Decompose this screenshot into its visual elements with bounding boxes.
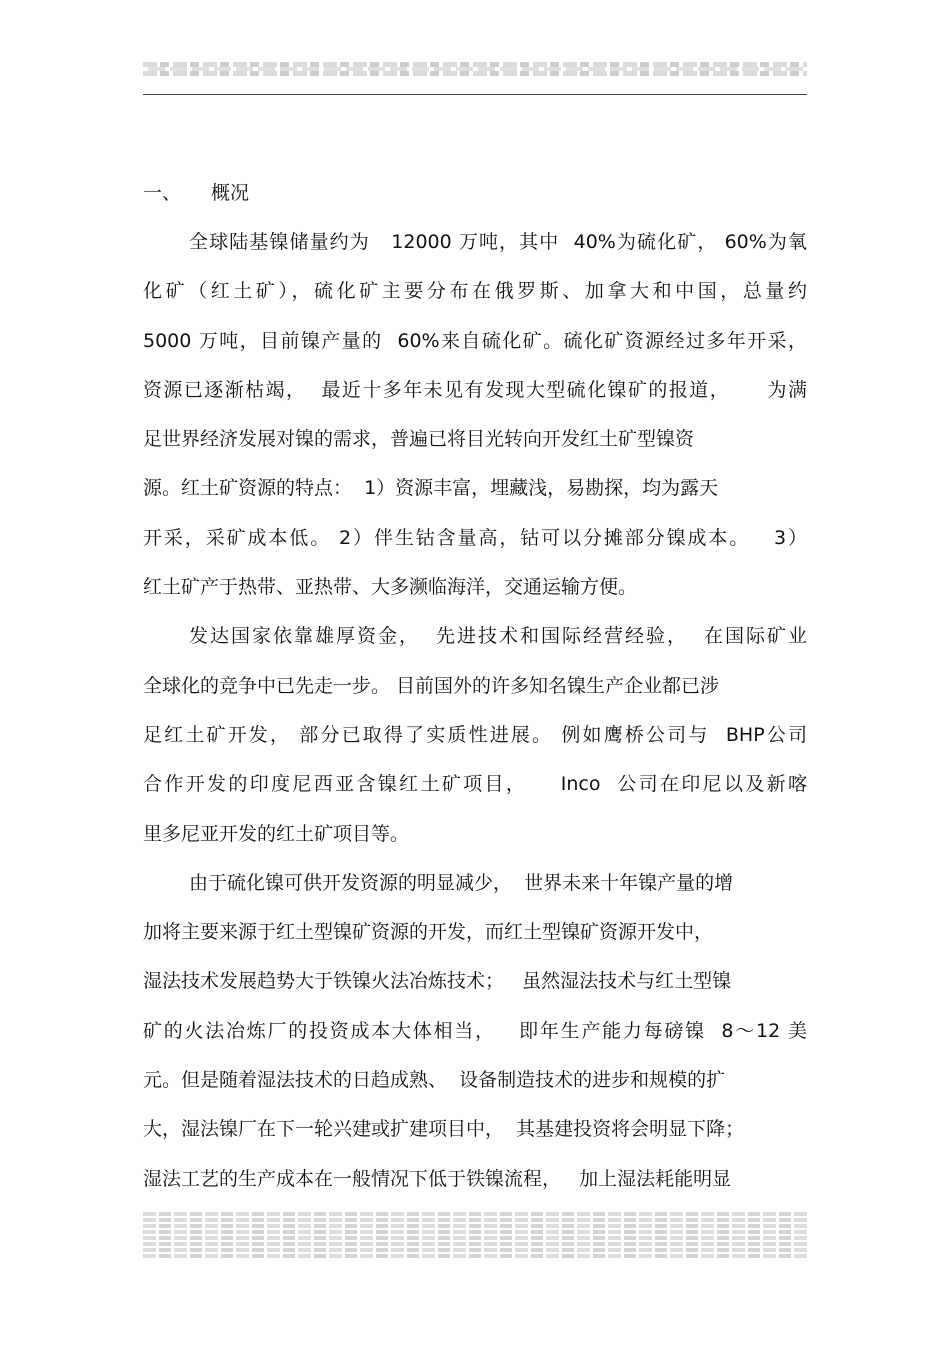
text-line: 元。但是随着湿法技术的日趋成熟、 设备制造技术的进步和规模的扩: [143, 1069, 726, 1092]
text-line: 湿法技术发展趋势大于铁镍火法冶炼技术； 虽然湿法技术与红土型镍: [143, 970, 732, 993]
text-line: 发达国家依靠雄厚资金， 先进技术和国际经营经验， 在国际矿业: [189, 625, 807, 648]
text-line: 大，湿法镍厂在下一轮兴建或扩建项目中， 其基建投资将会明显下降；: [143, 1118, 745, 1141]
text-line: 全球化的竞争中已先走一步。 目前国外的许多知名镍生产企业都已涉: [143, 674, 720, 697]
text-line: 由于硫化镍可供开发资源的明显减少， 世界未来十年镍产量的增: [189, 871, 734, 894]
text-line: 资源已逐渐枯竭， 最近十多年未见有发现大型硫化镍矿的报道， 为满: [143, 378, 807, 401]
header-decoration: [143, 62, 807, 76]
document-body: [143, 168, 807, 1204]
section-number: 一、: [143, 182, 182, 204]
text-line: 湿法工艺的生产成本在一般情况下低于铁镍流程， 加上湿法耗能明显: [143, 1167, 732, 1190]
text-line: 开采，采矿成本低。 2）伴生钴含量高，钴可以分摊部分镍成本。 3）: [143, 526, 807, 549]
text-line: 矿的火法冶炼厂的投资成本大体相当， 即年生产能力每磅镍 8～12 美: [143, 1019, 807, 1042]
footer-decoration: [143, 1212, 807, 1258]
text-line: 5000 万吨，目前镍产量的 60%来自硫化矿。硫化矿资源经过多年开采，: [143, 329, 807, 352]
paragraph-lines: [143, 218, 807, 1204]
section-title: 概况: [211, 182, 250, 204]
text-line: 足世界经济发展对镍的需求，普遍已将目光转向开发红土矿型镍资: [143, 428, 695, 451]
text-line: 里多尼亚开发的红土矿项目等。: [143, 822, 410, 845]
text-line: 源。红土矿资源的特点： 1）资源丰富，埋藏浅，易勘探，均为露天: [143, 477, 719, 500]
text-line: 化矿（红土矿），硫化矿主要分布在俄罗斯、加拿大和中国，总量约: [143, 280, 807, 303]
header-rule: [143, 94, 807, 95]
text-line: 加将主要来源于红土型镍矿资源的开发，而红土型镍矿资源开发中，: [143, 921, 714, 944]
text-line: 红土矿产于热带、亚热带、大多濒临海洋，交通运输方便。: [143, 576, 638, 599]
text-line: 合作开发的印度尼西亚含镍红土矿项目， Inco 公司在印尼以及新喀: [143, 773, 807, 796]
text-line: 全球陆基镍储量约为 12000 万吨，其中 40%为硫化矿， 60%为氧: [189, 231, 807, 253]
text-line: 足红土矿开发， 部分已取得了实质性进展。 例如鹰桥公司与 BHP公司: [143, 723, 807, 746]
section-heading: [143, 168, 807, 218]
